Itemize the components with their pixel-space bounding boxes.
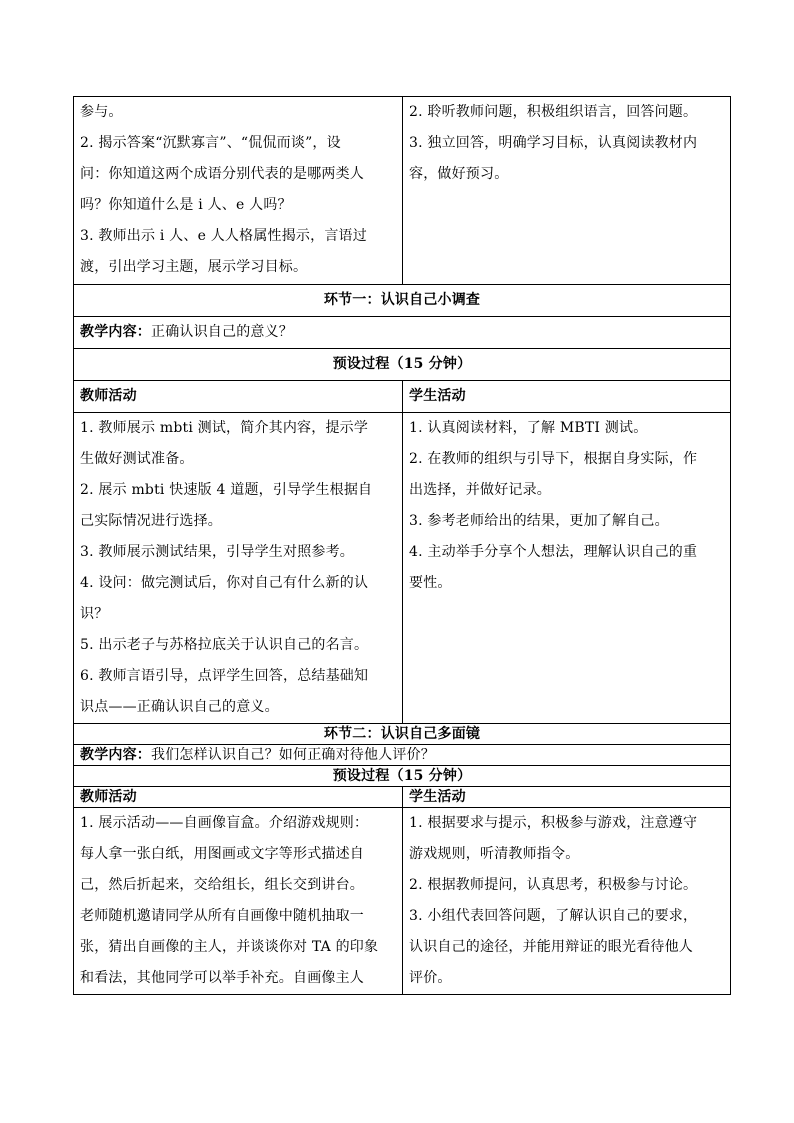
content-label: 教学内容： [80, 747, 151, 763]
section-title: 环节二：认识自己多面镜 [74, 724, 731, 745]
text-line: 1. 教师展示 mbti 测试，简介其内容，提示学 [80, 420, 369, 436]
text-line: 6. 教师言语引导，点评学生回答，总结基础知 [80, 668, 369, 684]
text-line: 3. 参考老师给出的结果，更加了解自己。 [409, 513, 669, 529]
table-row [74, 745, 731, 766]
text-line: 渡，引出学习主题，展示学习目标。 [80, 259, 308, 275]
text-line: 认识自己的途径，并能用辩证的眼光看待他人 [409, 939, 693, 955]
student-activity-cell [403, 97, 731, 285]
text-line: 吗？你知道什么是 i 人、e 人吗？ [80, 197, 292, 213]
text-line: 容，做好预习。 [409, 166, 509, 182]
text-line: 3. 教师出示 i 人、e 人人格属性揭示，言语过 [80, 228, 367, 244]
text-line: 4. 主动举手分享个人想法，理解认识自己的重 [409, 544, 698, 560]
student-activity-cell [403, 413, 731, 724]
text-line: 3. 教师展示测试结果，引导学生对照参考。 [80, 544, 355, 560]
text-line: 和看法，其他同学可以举手补充。自画像主人 [80, 970, 364, 986]
content-text: 正确认识自己的意义？ [151, 324, 293, 340]
text-line: 4. 设问：做完测试后，你对自己有什么新的认 [80, 575, 369, 591]
student-activity-header: 学生活动 [403, 381, 731, 413]
text-line: 2. 展示 mbti 快速版 4 道题，引导学生根据自 [80, 482, 373, 498]
text-line: 每人拿一张白纸，用图画或文字等形式描述自 [80, 846, 364, 862]
text-line: 识点——正确认识自己的意义。 [80, 699, 279, 715]
table-row [74, 413, 731, 724]
teacher-activity-cell [74, 808, 403, 995]
table-row [74, 381, 731, 413]
table-row [74, 808, 731, 995]
table-row [74, 317, 731, 349]
lesson-plan-table [73, 96, 731, 995]
text-line: 3. 小组代表回答问题，了解认识自己的要求， [409, 908, 698, 924]
text-line: 要性。 [409, 575, 452, 591]
table-row [74, 349, 731, 381]
text-line: 张，猜出自画像的主人，并谈谈你对 TA 的印象 [80, 939, 379, 955]
text-line: 游戏规则，听清教师指令。 [409, 846, 580, 862]
text-line: 2. 根据教师提问，认真思考，积极参与讨论。 [409, 877, 698, 893]
process-heading: 预设过程（15 分钟） [74, 349, 731, 381]
text-line: 识？ [80, 606, 109, 622]
text-line: 参与。 [80, 104, 123, 120]
table-row [74, 97, 731, 285]
content-label: 教学内容： [80, 324, 151, 340]
table-row [74, 766, 731, 787]
text-line: 生做好测试准备。 [80, 451, 194, 467]
text-line: 2. 聆听教师问题，积极组织语言，回答问题。 [409, 104, 698, 120]
text-line: 5. 出示老子与苏格拉底关于认识自己的名言。 [80, 637, 369, 653]
teacher-activity-cell [74, 97, 403, 285]
text-line: 1. 根据要求与提示，积极参与游戏，注意遵守 [409, 815, 698, 831]
teacher-activity-cell [74, 413, 403, 724]
table-row [74, 724, 731, 745]
teacher-activity-header: 教师活动 [74, 787, 403, 808]
text-line: 己，然后折起来，交给组长，组长交到讲台。 [80, 877, 364, 893]
text-line: 1. 认真阅读材料，了解 MBTI 测试。 [409, 420, 648, 436]
text-line: 1. 展示活动——自画像盲盒。介绍游戏规则： [80, 815, 369, 831]
table-row [74, 285, 731, 317]
teaching-content [74, 745, 731, 766]
student-activity-cell [403, 808, 731, 995]
student-activity-header: 学生活动 [403, 787, 731, 808]
lesson-plan-page [73, 96, 728, 995]
text-line: 己实际情况进行选择。 [80, 513, 222, 529]
table-row [74, 787, 731, 808]
text-line: 2. 揭示答案“沉默寡言”、“侃侃而谈”，设 [80, 135, 341, 151]
section-title: 环节一：认识自己小调查 [74, 285, 731, 317]
text-line: 2. 在教师的组织与引导下，根据自身实际，作 [409, 451, 698, 467]
process-heading: 预设过程（15 分钟） [74, 766, 731, 787]
text-line: 问：你知道这两个成语分别代表的是哪两类人 [80, 166, 364, 182]
text-line: 3. 独立回答，明确学习目标，认真阅读教材内 [409, 135, 698, 151]
text-line: 出选择，并做好记录。 [409, 482, 551, 498]
teaching-content [74, 317, 731, 349]
content-text: 我们怎样认识自己？如何正确对待他人评价？ [151, 747, 435, 763]
text-line: 老师随机邀请同学从所有自画像中随机抽取一 [80, 908, 364, 924]
text-line: 评价。 [409, 970, 452, 986]
teacher-activity-header: 教师活动 [74, 381, 403, 413]
